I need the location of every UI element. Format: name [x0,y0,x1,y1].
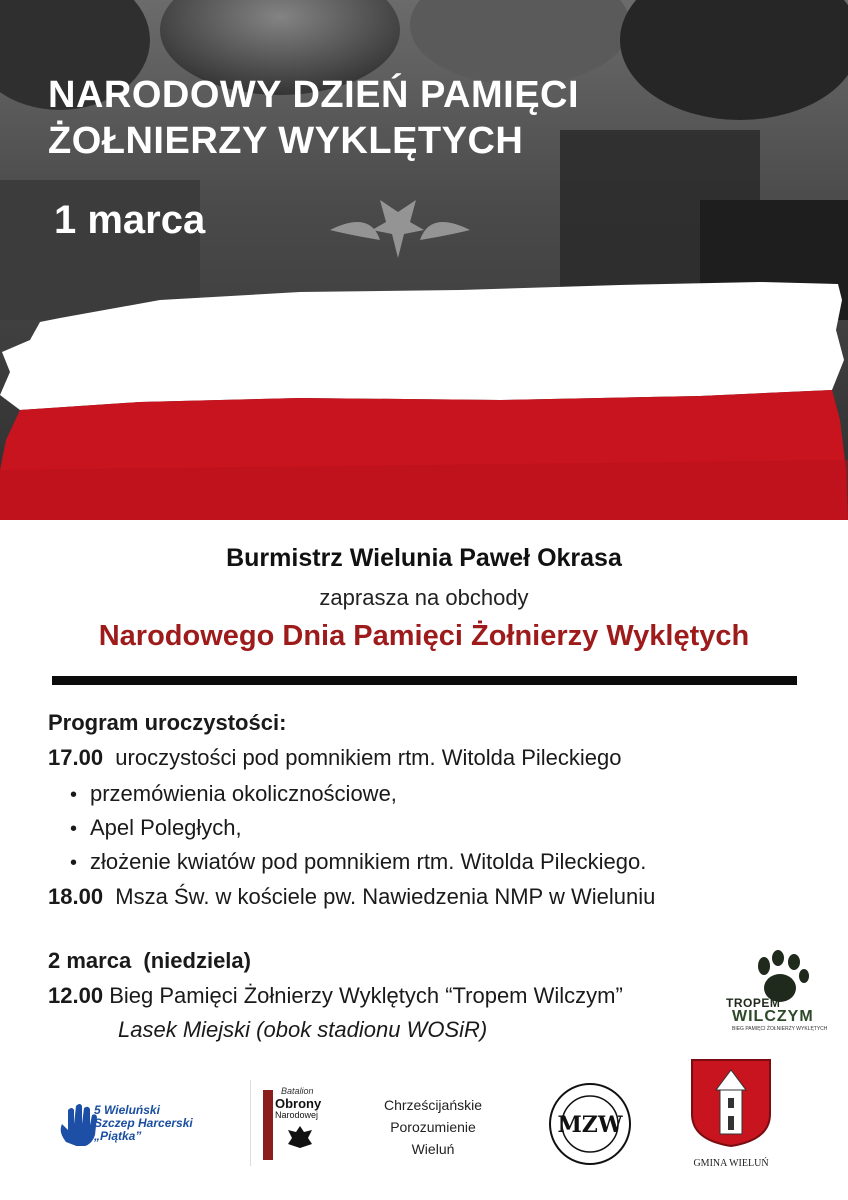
mayor-name: Burmistrz Wielunia Paweł Okrasa [226,544,622,572]
program-bullet: • złożenie kwiatów pod pomnikiem rtm. Witolda Pileckiego. [70,849,646,875]
tropem-label: TROPEM [726,996,781,1010]
scouts-line-1: 5 Wieluński [94,1103,160,1117]
program-item-2 [48,884,655,910]
tropem-wilczym-logo [722,950,828,1038]
hand-icon [58,1102,98,1146]
battalion-line-3: Narodowej [275,1110,319,1120]
eagle-icon [285,1124,315,1150]
second-day-heading: 2 marca (niedziela) [48,948,251,973]
program-heading: Program uroczystości: [48,710,287,735]
church-line-2: Porozumienie [390,1119,476,1135]
page-title [48,72,579,164]
program-time: 18.00 [48,884,104,909]
invitation-text: zaprasza na obchody [319,585,529,610]
program-bullet: • Apel Poległych, [70,815,242,841]
divider [52,676,797,685]
hero-banner [0,0,848,520]
church-partner [372,1094,494,1160]
program-time: 12.00 [48,983,104,1008]
program-text: uroczystości pod pomnikiem rtm. Witolda Pileckiego [115,745,622,770]
event-name: Narodowego Dnia Pamięci Żołnierzy Wyklętych [98,620,750,652]
church-line-1: Chrześcijańskie [383,1097,483,1113]
wilczym-label: WILCZYM [732,1008,814,1025]
gmina-label: GMINA WIELUŃ [693,1158,769,1169]
tropem-subline: BIEG PAMIĘCI ŻOŁNIERZY WYKLĘTYCH [732,1026,828,1032]
church-line-3: Wieluń [411,1141,455,1157]
gmina-logo [688,1058,774,1174]
program-text: Msza Św. w kościele pw. Nawiedzenia NMP w Wieluniu [115,884,656,909]
museum-seal-icon [548,1082,632,1166]
program-item-1 [48,745,621,771]
svg-text:MZW: MZW [557,1112,623,1138]
scouts-line-2: Szczep Harcerski [94,1116,193,1130]
title-line-2: ŻOŁNIERZY WYKLĘTYCH [48,120,524,162]
scouts-line-3: „Piątka” [94,1129,142,1143]
scouts-logo [58,1100,228,1150]
program-time: 17.00 [48,745,104,770]
tower-crest-icon [688,1058,774,1148]
event-date: 1 marca [54,198,206,242]
program-bullet: • przemówienia okolicznościowe, [70,781,397,807]
museum-logo [548,1082,632,1166]
second-day-item [48,983,623,1009]
battalion-line-2: Obrony [275,1096,322,1111]
battalion-logo [250,1080,329,1166]
battalion-line-1: Batalion [281,1086,314,1096]
run-location: Lasek Miejski (obok stadionu WOSiR) [118,1017,488,1042]
program-text: Bieg Pamięci Żołnierzy Wyklętych “Tropem Wilczym” [109,983,623,1008]
title-line-1: NARODOWY DZIEŃ PAMIĘCI [48,74,580,116]
